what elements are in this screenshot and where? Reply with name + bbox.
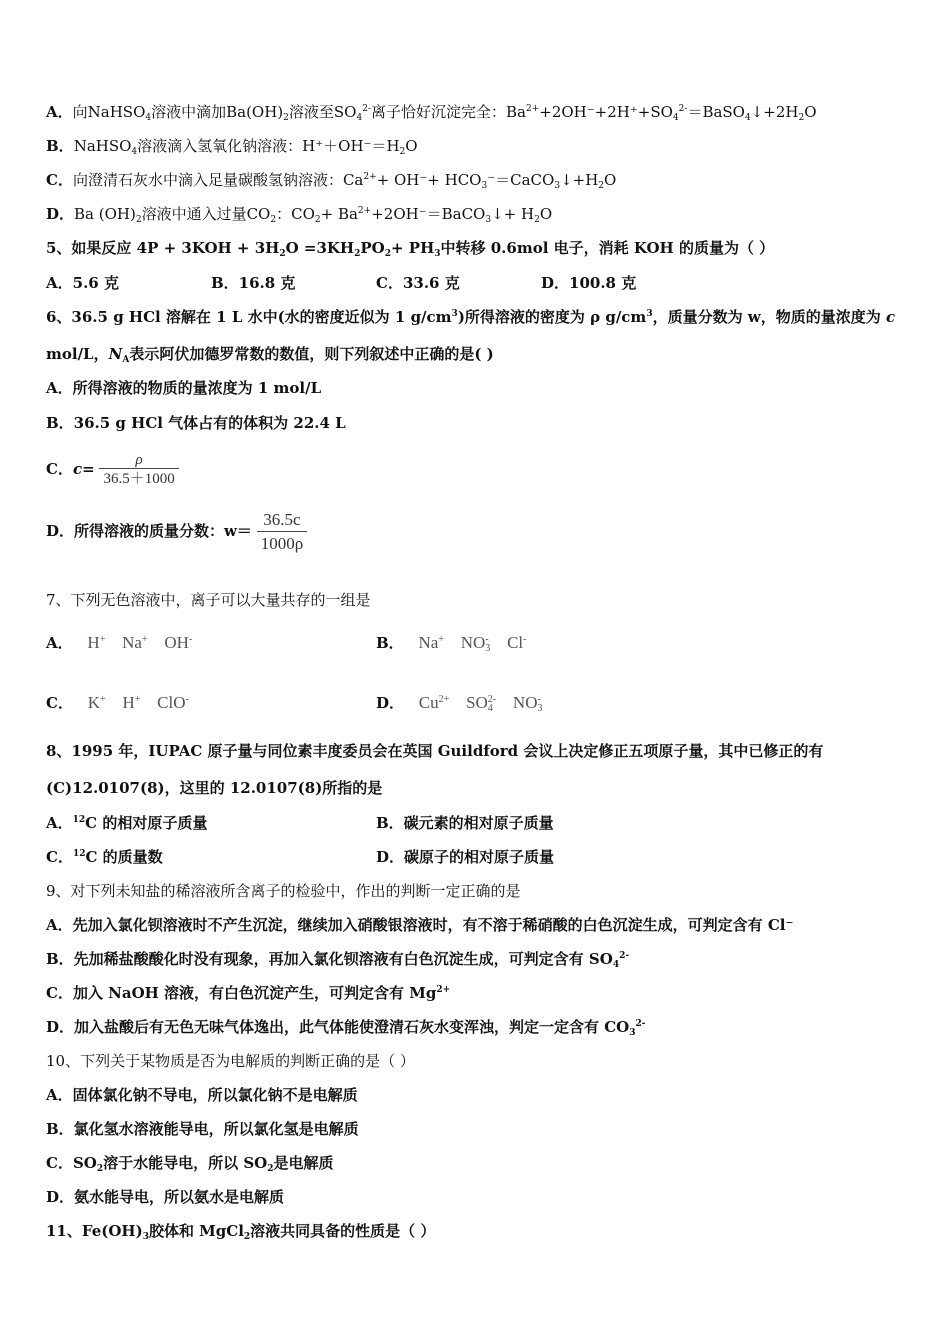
q4-option-d: D．Ba $(OH)_2$溶液中通入过量$CO_2$：$CO_2+$ $Ba^{2+}+2OH^-=BaCO_3↓+ H_2O$: [46, 205, 553, 225]
q4-option-b: B．NaHSO$_4$溶液滴入氢氧化钠溶液：$H^++OH^-=H_2O$: [46, 137, 418, 157]
q6-c-fraction: $\frac{\rho}{36.5+1000}$: [99, 452, 178, 489]
q5-option-c: C．33.6 克: [376, 274, 460, 292]
q8-option-b: B．碳元素的相对原子质量: [376, 814, 554, 832]
q5-option-a: A．5.6 克: [46, 274, 119, 292]
q10-option-c: C．$SO_2$溶于水能导电，所以 $SO_2$是电解质: [46, 1154, 334, 1174]
q6-option-c: C．c= $\frac{\rho}{36.5+1000}$: [46, 450, 179, 489]
q10-option-d: D．氨水能导电，所以氨水是电解质: [46, 1188, 285, 1206]
q7-option-a: A． H+ Na+ OH-: [46, 633, 193, 652]
q8-option-a: A．$^{12}$C 的相对原子质量: [46, 814, 208, 832]
q10-option-b: B．氯化氢水溶液能导电，所以氯化氢是电解质: [46, 1120, 359, 1138]
q6-stem-line1: 6、36.5 g HCl 溶解在 1 L 水中(水的密度近似为 1 $g/cm^3$)所得溶液的密度为 ρ $g/cm^3$，质量分数为 w，物质的量浓度为 c: [46, 308, 896, 326]
q9-stem: 9、对下列未知盐的稀溶液所含离子的检验中，作出的判断一定正确的是: [46, 882, 521, 900]
q9-option-a: A．先加入氯化钡溶液时不产生沉淀，继续加入硝酸银溶液时，有不溶于稀硝酸的白色沉淀生成，可判定含有 Cl⁻: [46, 916, 794, 934]
q6-option-d: D．所得溶液的质量分数：w＝ $\frac{36.5c}{1000\rho}$: [46, 506, 307, 556]
q5-option-d: D．100.8 克: [541, 274, 637, 292]
q7-stem: 7、下列无色溶液中，离子可以大量共存的一组是: [46, 591, 371, 609]
q6-option-b: B．36.5 g HCl 气体占有的体积为 22.4 L: [46, 414, 346, 432]
q6-stem-line2: mol/L，$N_A$表示阿伏加德罗常数的数值，则下列叙述中正确的是( ): [46, 345, 494, 365]
q8-option-c: C．$^{12}$C 的质量数: [46, 848, 163, 866]
q9-option-b: B．先加稀盐酸酸化时没有现象，再加入氯化钡溶液有白色沉淀生成，可判定含有 $SO_4^{2-}$: [46, 950, 630, 970]
q8-stem-line1: 8、1995 年，IUPAC 原子量与同位素丰度委员会在英国 Guildford 会议上决定修正五项原子量，其中已修正的有: [46, 742, 824, 760]
q8-option-d: D．碳原子的相对原子质量: [376, 848, 555, 866]
q9-option-d: D．加入盐酸后有无色无味气体逸出，此气体能使澄清石灰水变浑浊，判定一定含有 $CO_3^{2-}$: [46, 1018, 646, 1038]
q4-option-a: A．向NaHSO$_4$溶液中滴加$Ba(OH)_2$溶液至$SO_4^{2-}$离子恰好沉淀完全：$Ba^{2+}+2OH^-+2H^++SO_4^{2-}=BaSO_4↓+2H_2O$: [46, 103, 817, 123]
q7-option-b: B． Na+ NO- 3 Cl-: [376, 633, 527, 655]
q5-option-b: B．16.8 克: [211, 274, 296, 292]
q9-option-c: C．加入 NaOH 溶液，有白色沉淀产生，可判定含有 $Mg^{2+}$: [46, 984, 451, 1002]
q4-option-c: C．向澄清石灰水中滴入足量碳酸氢钠溶液：$Ca^{2+}+ OH^-+$ $HCO_3^-=CaCO_3↓+H_2O$: [46, 171, 617, 191]
q7-option-d: D． $Cu^{2+}$ SO2- 4 NO- 3: [376, 693, 543, 715]
q5-options: [46, 273, 746, 293]
q7-option-c: C． K+ H+ ClO-: [46, 693, 189, 712]
q10-option-a: A．固体氯化钠不导电，所以氯化钠不是电解质: [46, 1086, 358, 1104]
q10-stem: 10、下列关于某物质是否为电解质的判断正确的是（ ）: [46, 1052, 415, 1070]
q5-stem: 5、如果反应 $4P + 3KOH + 3H_2O =3KH_2PO_2+ PH_3$中转移 0.6mol 电子，消耗 KOH 的质量为（ ）: [46, 239, 775, 259]
q8-stem-line2: (C)12.0107(8)，这里的 12.0107(8)所指的是: [46, 779, 383, 797]
q11-stem: 11、$Fe(OH)_3$胶体和 MgCl$_2$溶液共同具备的性质是（ ）: [46, 1222, 436, 1242]
q6-option-a: A．所得溶液的物质的量浓度为 1 mol/L: [46, 379, 322, 397]
q6-d-fraction: $\frac{36.5c}{1000\rho}$: [257, 509, 307, 556]
